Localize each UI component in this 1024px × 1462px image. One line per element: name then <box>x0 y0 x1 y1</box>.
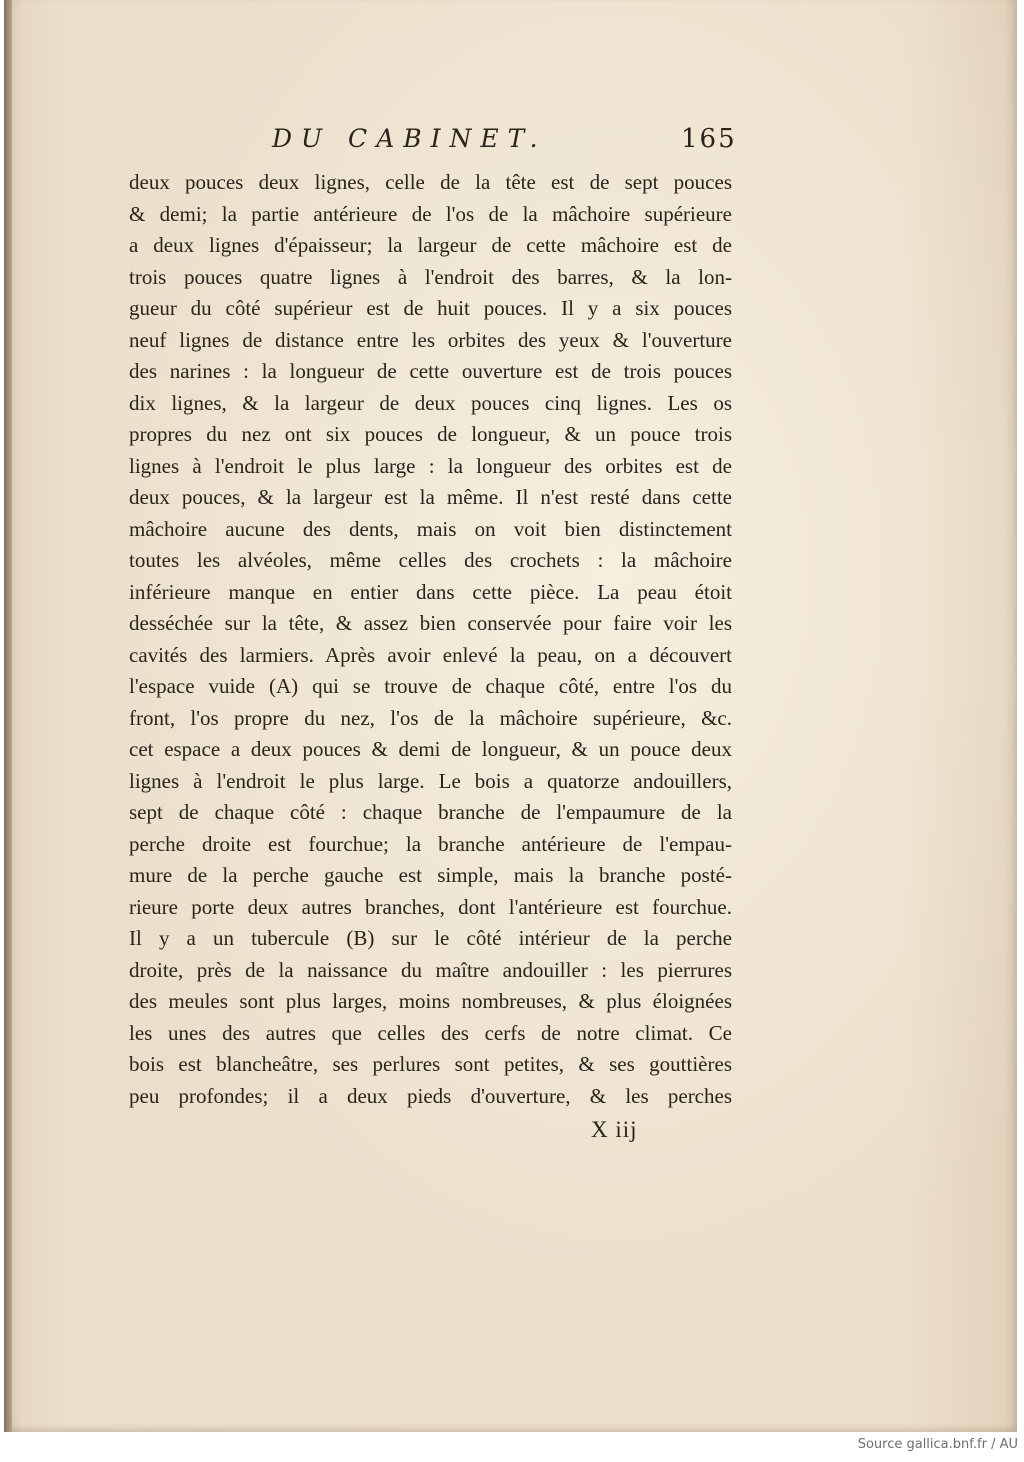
text-line: inférieure manque en entier dans cette pièce. La peau étoit <box>129 579 732 604</box>
text-line: l'espace vuide (A) qui se trouve de chaque côté, entre l'os du <box>129 674 732 698</box>
text-line: a deux lignes d'épaisseur; la largeur de cette mâchoire est de <box>129 233 732 257</box>
page-header <box>4 124 1017 164</box>
signature-mark: X iij <box>591 1117 638 1142</box>
text-line: propres du nez ont six pouces de longueur, & un pouce trois <box>129 422 732 446</box>
text-line: cet espace a deux pouces & demi de longueur, & un pouce deux <box>129 737 732 761</box>
text-line: sept de chaque côté : chaque branche de l'empaumure de la <box>129 800 732 824</box>
text-line: dix lignes, & la largeur de deux pouces cinq lignes. Les os <box>129 390 732 415</box>
text-line: toutes les alvéoles, même celles des crochets : la mâchoire <box>129 548 732 572</box>
text-line: neuf lignes de distance entre les orbites des yeux & l'ouverture <box>129 327 732 352</box>
text-line: Il y a un tubercule (B) sur le côté intérieur de la perche <box>129 926 732 950</box>
text-line: des narines : la longueur de cette ouverture est de trois pouces <box>129 359 732 383</box>
page-number: 165 <box>681 124 737 154</box>
text-line: des meules sont plus larges, moins nombreuses, & plus éloignées <box>129 989 732 1013</box>
text-line: droite, près de la naissance du maître andouiller : les pierrures <box>129 957 732 982</box>
text-line: rieure porte deux autres branches, dont l'antérieure est fourchue. <box>129 894 732 919</box>
text-line: mâchoire aucune des dents, mais on voit bien distinctement <box>129 516 732 541</box>
text-line: desséchée sur la tête, & assez bien conservée pour faire voir les <box>129 611 732 635</box>
text-line: cavités des larmiers. Après avoir enlevé la peau, on a découvert <box>129 642 732 667</box>
text-line: bois est blancheâtre, ses perlures sont petites, & ses gouttières <box>129 1052 732 1076</box>
body-text <box>129 167 732 1112</box>
text-line: deux pouces, & la largeur est la même. Il n'est resté dans cette <box>129 485 732 509</box>
text-line: gueur du côté supérieur est de huit pouces. Il y a six pouces <box>129 296 732 320</box>
text-line: perche droite est fourchue; la branche antérieure de l'empau- <box>129 831 732 856</box>
text-line: deux pouces deux lignes, celle de la tête est de sept pouces <box>129 170 732 194</box>
running-title: DU CABINET. <box>272 124 547 153</box>
text-line: lignes à l'endroit le plus large. Le bois a quatorze andouillers, <box>129 768 732 793</box>
text-line: peu profondes; il a deux pieds d'ouverture, & les perches <box>129 1083 732 1108</box>
text-line: mure de la perche gauche est simple, mais la branche posté- <box>129 863 732 887</box>
text-line: front, l'os propre du nez, l'os de la mâchoire supérieure, &c. <box>129 705 732 730</box>
text-line: les unes des autres que celles des cerfs de notre climat. Ce <box>129 1020 732 1045</box>
text-line: trois pouces quatre lignes à l'endroit des barres, & la lon- <box>129 264 732 289</box>
text-line: & demi; la partie antérieure de l'os de la mâchoire supérieure <box>129 201 732 226</box>
book-page <box>4 0 1017 1432</box>
text-line: lignes à l'endroit le plus large : la longueur des orbites est de <box>129 453 732 478</box>
page-spine-edge <box>4 0 12 1432</box>
source-credit: Source gallica.bnf.fr / AU <box>857 1437 1018 1452</box>
